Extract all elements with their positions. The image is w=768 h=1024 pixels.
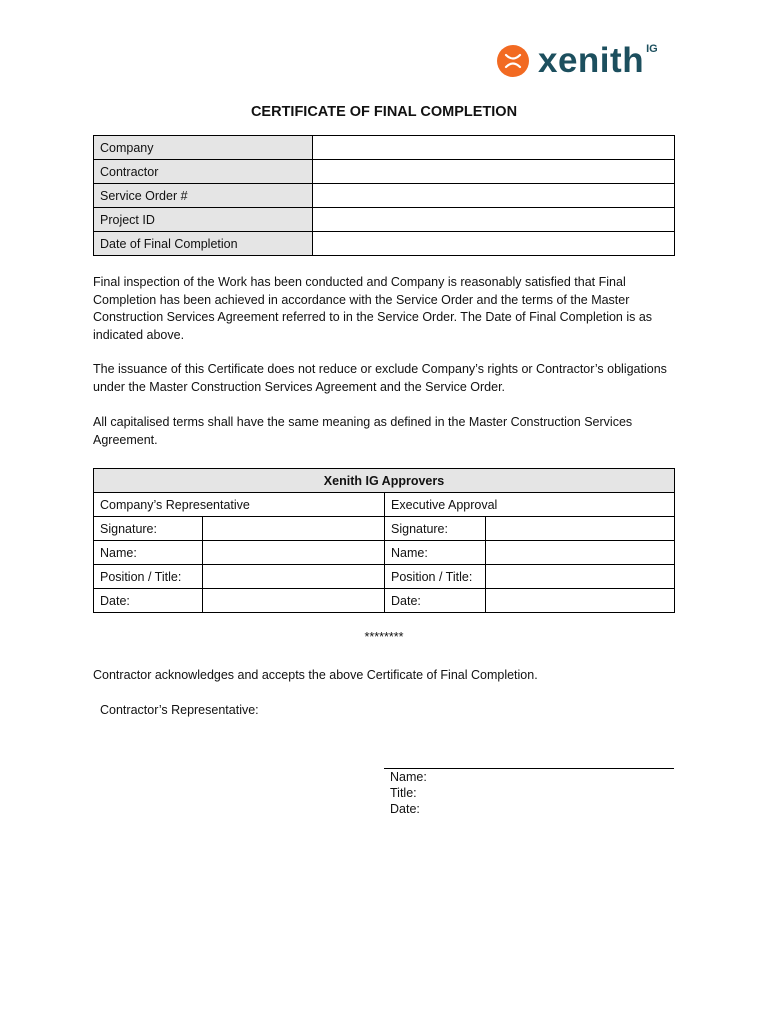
exec-signature-label: Signature: <box>385 517 486 541</box>
rights-paragraph: The issuance of this Certificate does not reduce or exclude Company’s rights or Contractor’s obligations under the Master Construction Services Agreement and the Service Order. <box>93 362 667 394</box>
table-row <box>94 541 675 565</box>
signature-block <box>390 769 427 817</box>
rep-position-label: Position / Title: <box>94 565 203 589</box>
table-row <box>94 493 675 517</box>
exec-name-field[interactable] <box>486 541 675 565</box>
completion-date-label: Date of Final Completion <box>94 232 313 256</box>
completion-date-field[interactable] <box>313 232 675 256</box>
rep-signature-label: Signature: <box>94 517 203 541</box>
logo-superscript: IG <box>646 43 658 55</box>
section-separator: ******** <box>364 630 404 644</box>
signature-title-label: Title: <box>390 786 417 800</box>
signature-date-label: Date: <box>390 802 420 816</box>
service-order-field[interactable] <box>313 184 675 208</box>
xenith-logo-icon <box>497 45 529 77</box>
acknowledgement-text: Contractor acknowledges and accepts the above Certificate of Final Completion. <box>93 668 538 682</box>
approvers-table <box>93 468 675 613</box>
rep-name-label: Name: <box>94 541 203 565</box>
approvers-heading: Xenith IG Approvers <box>94 469 675 493</box>
rep-date-label: Date: <box>94 589 203 613</box>
inspection-paragraph: Final inspection of the Work has been conducted and Company is reasonably satisfied that Final Completion has been achieved in accordance with the Service Order and the terms of the Master Construction Services Agreement referred to in the Service Order. The Date of Final Completion is as indicated above. <box>93 275 653 342</box>
project-id-label: Project ID <box>94 208 313 232</box>
table-row <box>94 469 675 493</box>
exec-date-field[interactable] <box>486 589 675 613</box>
company-label: Company <box>94 136 313 160</box>
table-row <box>94 136 675 160</box>
table-row <box>94 517 675 541</box>
document-title: CERTIFICATE OF FINAL COMPLETION <box>250 104 518 120</box>
table-row <box>94 208 675 232</box>
contractor-representative-label: Contractor’s Representative: <box>100 703 259 717</box>
table-row <box>94 589 675 613</box>
executive-approval-heading: Executive Approval <box>385 493 675 517</box>
definitions-paragraph: All capitalised terms shall have the same meaning as defined in the Master Construction Services Agreement. <box>93 415 633 447</box>
service-order-label: Service Order # <box>94 184 313 208</box>
exec-name-label: Name: <box>385 541 486 565</box>
signature-name-label: Name: <box>390 770 427 784</box>
rep-date-field[interactable] <box>203 589 385 613</box>
table-row <box>94 232 675 256</box>
table-row <box>94 160 675 184</box>
project-id-field[interactable] <box>313 208 675 232</box>
rep-signature-field[interactable] <box>203 517 385 541</box>
signature-line[interactable] <box>384 768 674 769</box>
rep-position-field[interactable] <box>203 565 385 589</box>
table-row <box>94 184 675 208</box>
company-representative-heading: Company’s Representative <box>94 493 385 517</box>
logo-wordmark: xenith <box>538 41 645 80</box>
exec-date-label: Date: <box>385 589 486 613</box>
contractor-field[interactable] <box>313 160 675 184</box>
exec-position-field[interactable] <box>486 565 675 589</box>
table-row <box>94 565 675 589</box>
exec-position-label: Position / Title: <box>385 565 486 589</box>
xenith-logo <box>497 43 658 79</box>
contractor-label: Contractor <box>94 160 313 184</box>
exec-signature-field[interactable] <box>486 517 675 541</box>
company-field[interactable] <box>313 136 675 160</box>
certificate-info-table <box>93 135 675 256</box>
rep-name-field[interactable] <box>203 541 385 565</box>
